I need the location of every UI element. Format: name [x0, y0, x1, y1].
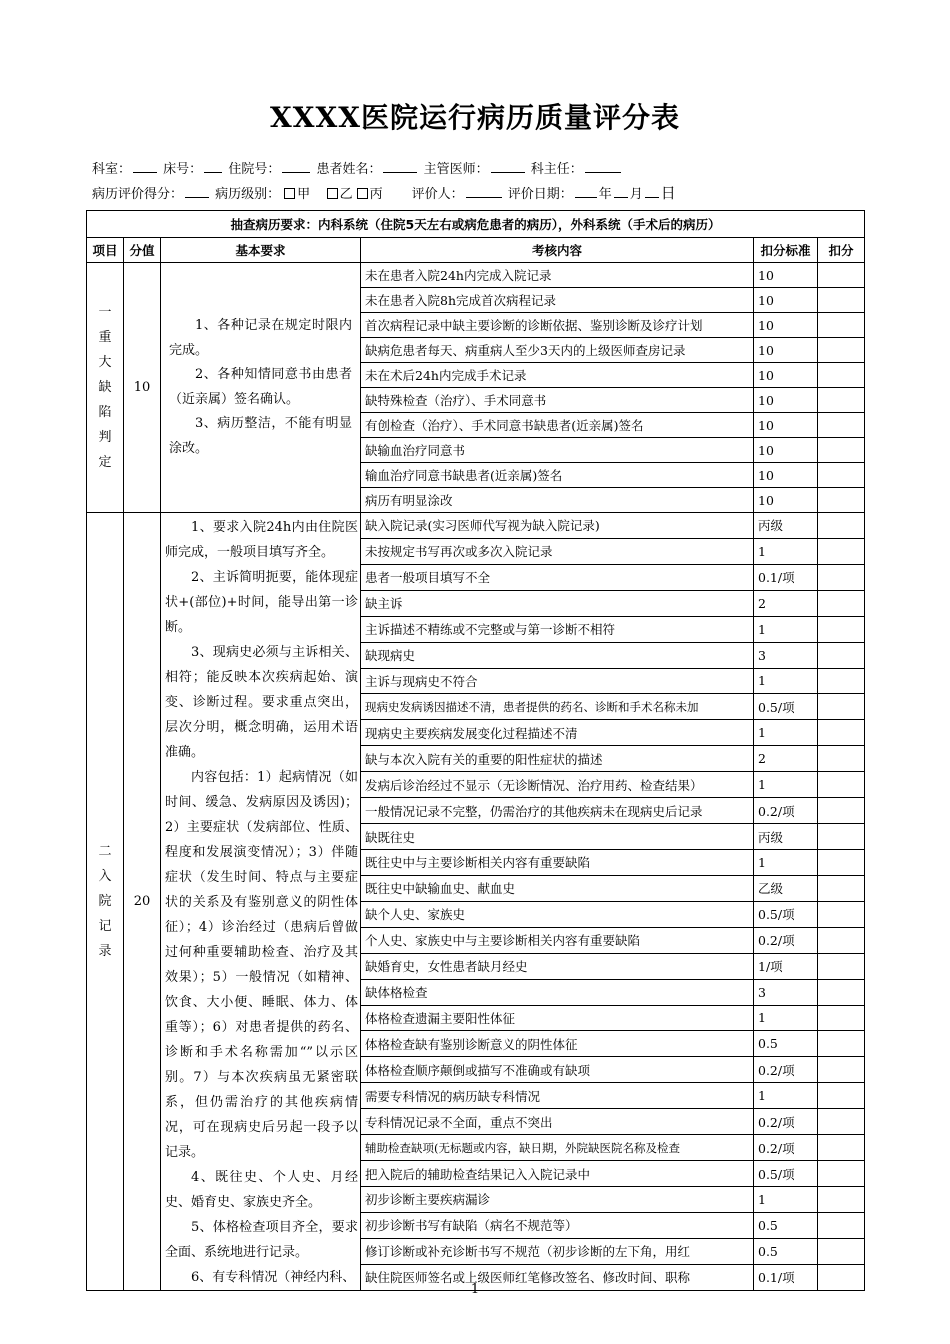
item-cell	[87, 513, 124, 1291]
standard-cell: 10	[754, 438, 818, 463]
dept-blank	[133, 160, 157, 173]
deduction-cell[interactable]	[818, 564, 865, 590]
table-row	[87, 263, 865, 288]
standard-cell: 10	[754, 463, 818, 488]
content-cell: 缺体格检查	[361, 979, 754, 1005]
standard-cell: 丙级	[754, 824, 818, 850]
banner-row	[87, 211, 865, 238]
standard-cell: 1	[754, 616, 818, 642]
deduction-cell[interactable]	[818, 1083, 865, 1109]
content-cell: 未在患者入院8h完成首次病程记录	[361, 288, 754, 313]
day-label: 日	[660, 184, 676, 202]
bed-blank	[204, 160, 222, 173]
standard-cell: 0.1/项	[754, 1264, 818, 1290]
requirement-paragraph: 5、体格检查项目齐全，要求全面、系统地进行记录。	[165, 1220, 358, 1260]
content-cell: 缺既往史	[361, 824, 754, 850]
deduction-cell[interactable]	[818, 746, 865, 772]
table-row	[87, 513, 865, 539]
deduction-cell[interactable]	[818, 1005, 865, 1031]
standard-cell: 1	[754, 772, 818, 798]
deduction-cell[interactable]	[818, 824, 865, 850]
standard-cell: 2	[754, 590, 818, 616]
content-cell: 首次病程记录中缺主要诊断的诊断依据、鉴别诊断及诊疗计划	[361, 313, 754, 338]
content-cell: 缺现病史	[361, 642, 754, 668]
item-char: 记	[98, 919, 112, 934]
standard-cell: 1	[754, 1005, 818, 1031]
header-info-line-1	[92, 158, 623, 177]
score-blank	[185, 185, 209, 198]
patient-name-label: 患者姓名：	[316, 162, 382, 177]
deduction-cell[interactable]	[818, 979, 865, 1005]
content-cell: 缺住院医师签名或上级医师红笔修改签名、修改时间、职称	[361, 1264, 754, 1290]
content-cell: 体格检查顺序颠倒或描写不准确或有缺项	[361, 1057, 754, 1083]
standard-cell: 1	[754, 1186, 818, 1212]
content-cell: 现病史主要疾病发展变化过程描述不清	[361, 720, 754, 746]
deduction-cell[interactable]	[818, 463, 865, 488]
eval-date-label: 评价日期：	[507, 187, 573, 202]
item-char: 重	[98, 330, 112, 345]
standard-cell: 10	[754, 388, 818, 413]
content-cell: 有创检查（治疗）、手术同意书缺患者(近亲属)签名	[361, 413, 754, 438]
requirement-paragraph: 2、主诉简明扼要，能体现症状+(部位)+时间，能导出第一诊断。	[165, 570, 358, 635]
standard-cell: 0.2/项	[754, 1057, 818, 1083]
standard-cell: 0.5	[754, 1212, 818, 1238]
content-cell: 缺特殊检查（治疗）、手术同意书	[361, 388, 754, 413]
standard-cell: 乙级	[754, 875, 818, 901]
standard-cell: 0.5/项	[754, 901, 818, 927]
content-cell: 专科情况记录不全面，重点不突出	[361, 1109, 754, 1135]
grade-b-label: 乙	[339, 187, 353, 202]
page-title: XXXX医院运行病历质量评分表	[270, 101, 680, 134]
requirement-paragraph: 4、既往史、个人史、月经史、婚育史、家族史齐全。	[165, 1170, 358, 1210]
standard-cell: 0.5/项	[754, 694, 818, 720]
content-cell: 修订诊断或补充诊断书写不规范（初步诊断的左下角，用红	[361, 1238, 754, 1264]
content-cell: 既往史中与主要诊断相关内容有重要缺陷	[361, 849, 754, 875]
standard-cell: 0.2/项	[754, 927, 818, 953]
content-cell: 体格检查缺有鉴别诊断意义的阴性体征	[361, 1031, 754, 1057]
attending-blank	[491, 160, 525, 173]
standard-cell: 10	[754, 413, 818, 438]
content-cell: 主诉描述不精练或不完整或与第一诊断不相符	[361, 616, 754, 642]
deduction-cell[interactable]	[818, 1161, 865, 1187]
checkbox-icon[interactable]	[357, 188, 368, 199]
standard-cell: 0.5	[754, 1238, 818, 1264]
deduction-cell[interactable]	[818, 363, 865, 388]
header-score: 分值	[124, 238, 161, 263]
content-cell: 把入院后的辅助检查结果记入入院记录中	[361, 1161, 754, 1187]
item-char: 一	[98, 305, 112, 320]
year-label: 年	[598, 187, 612, 202]
deduction-cell[interactable]	[818, 388, 865, 413]
header-requirements: 基本要求	[161, 238, 361, 263]
content-cell: 输血治疗同意书缺患者(近亲属)签名	[361, 463, 754, 488]
content-cell: 缺病危患者每天、病重病人至少3天内的上级医师查房记录	[361, 338, 754, 363]
item-char: 二	[98, 844, 112, 859]
grade-c-label: 丙	[369, 187, 383, 202]
standard-cell: 10	[754, 363, 818, 388]
deduction-cell[interactable]	[818, 1212, 865, 1238]
deduction-cell[interactable]	[818, 1031, 865, 1057]
requirement-paragraph: 1、各种记录在规定时限内完成。	[169, 318, 352, 358]
content-cell: 缺与本次入院有关的重要的阳性症状的描述	[361, 746, 754, 772]
deduction-cell[interactable]	[818, 1135, 865, 1161]
standard-cell: 10	[754, 313, 818, 338]
content-cell: 初步诊断书写有缺陷（病名不规范等）	[361, 1212, 754, 1238]
admission-no-blank	[282, 160, 310, 173]
requirement-paragraph: 3、现病史必须与主诉相关、相符；能反映本次疾病起始、演变、诊断过程。要求重点突出，层次分明，概念明确，运用术语准确。	[165, 645, 358, 760]
deduction-cell[interactable]	[818, 538, 865, 564]
content-cell: 缺输血治疗同意书	[361, 438, 754, 463]
standard-cell: 10	[754, 263, 818, 288]
content-cell: 患者一般项目填写不全	[361, 564, 754, 590]
year-blank	[575, 185, 597, 198]
checkbox-icon[interactable]	[327, 188, 338, 199]
score-cell: 10	[124, 263, 161, 513]
deduction-cell[interactable]	[818, 668, 865, 694]
content-cell: 未在术后24h内完成手术记录	[361, 363, 754, 388]
deduction-cell[interactable]	[818, 1109, 865, 1135]
requirement-paragraph: 6、有专科情况（神经内科、	[191, 1270, 356, 1285]
standard-cell: 丙级	[754, 513, 818, 539]
day-blank	[645, 185, 659, 198]
deduction-cell[interactable]	[818, 1186, 865, 1212]
content-cell: 个人史、家族史中与主要诊断相关内容有重要缺陷	[361, 927, 754, 953]
content-cell: 主诉与现病史不符合	[361, 668, 754, 694]
item-char: 定	[98, 455, 112, 470]
evaluation-table	[86, 210, 865, 1291]
dept-label: 科室：	[92, 162, 132, 177]
checkbox-icon[interactable]	[284, 188, 295, 199]
standard-cell: 0.5	[754, 1031, 818, 1057]
evaluator-blank	[466, 185, 502, 198]
deduction-cell[interactable]	[818, 263, 865, 288]
deduction-cell[interactable]	[818, 875, 865, 901]
standard-cell: 3	[754, 642, 818, 668]
deduction-cell[interactable]	[818, 927, 865, 953]
header-item: 项目	[87, 238, 124, 263]
deduction-cell[interactable]	[818, 901, 865, 927]
attending-label: 主管医师：	[423, 162, 489, 177]
deduction-cell[interactable]	[818, 953, 865, 979]
standard-cell: 0.1/项	[754, 564, 818, 590]
director-label: 科主任：	[530, 162, 583, 177]
header-content: 考核内容	[361, 238, 754, 263]
grade-label: 病历级别：	[215, 187, 281, 202]
content-cell: 既往史中缺输血史、献血史	[361, 875, 754, 901]
deduction-cell[interactable]	[818, 413, 865, 438]
requirement-paragraph: 1、要求入院24h内由住院医师完成，一般项目填写齐全。	[165, 520, 358, 560]
content-cell: 未在患者入院24h内完成入院记录	[361, 263, 754, 288]
content-cell: 缺入院记录(实习医师代写视为缺入院记录)	[361, 513, 754, 539]
standard-cell: 0.5/项	[754, 1161, 818, 1187]
standard-cell: 10	[754, 338, 818, 363]
standard-cell: 0.2/项	[754, 798, 818, 824]
content-cell: 未按规定书写再次或多次入院记录	[361, 538, 754, 564]
requirements-cell	[161, 513, 361, 1291]
deduction-cell[interactable]	[818, 694, 865, 720]
deduction-cell[interactable]	[818, 513, 865, 539]
content-cell: 发病后诊治经过不显示（无诊断情况、治疗用药、检查结果）	[361, 772, 754, 798]
item-char: 大	[98, 355, 112, 370]
header-info-line-2	[92, 182, 676, 203]
deduction-cell[interactable]	[818, 288, 865, 313]
requirement-paragraph: 3、病历整洁，不能有明显涂改。	[169, 416, 352, 456]
content-cell: 需要专科情况的病历缺专科情况	[361, 1083, 754, 1109]
content-cell: 现病史发病诱因描述不清，患者提供的药名、诊断和手术名称未加	[361, 694, 754, 720]
header-standard: 扣分标准	[754, 238, 818, 263]
content-cell: 辅助检查缺项(无标题或内容，缺日期，外院缺医院名称及检查	[361, 1135, 754, 1161]
item-char: 录	[98, 944, 112, 959]
standard-cell: 10	[754, 488, 818, 513]
standard-cell: 1	[754, 668, 818, 694]
item-char: 入	[98, 869, 112, 884]
admission-no-label: 住院号：	[228, 162, 281, 177]
deduction-cell[interactable]	[818, 438, 865, 463]
score-cell: 20	[124, 513, 161, 1291]
bed-label: 床号：	[163, 162, 203, 177]
deduction-cell[interactable]	[818, 590, 865, 616]
grade-a-label: 甲	[297, 187, 311, 202]
item-char: 缺	[98, 380, 112, 395]
deduction-cell[interactable]	[818, 1057, 865, 1083]
patient-name-blank	[383, 160, 417, 173]
deduction-cell[interactable]	[818, 313, 865, 338]
header-deduction: 扣分	[818, 238, 865, 263]
standard-cell: 1	[754, 720, 818, 746]
standard-cell: 1	[754, 1083, 818, 1109]
content-cell: 缺主诉	[361, 590, 754, 616]
item-char: 陷	[98, 405, 112, 420]
page-number: 1	[470, 1282, 480, 1297]
banner-cell: 抽查病历要求：内科系统（住院5天左右或病危患者的病历），外科系统（手术后的病历）	[87, 211, 865, 238]
standard-cell: 1	[754, 849, 818, 875]
standard-cell: 10	[754, 288, 818, 313]
content-cell: 病历有明显涂改	[361, 488, 754, 513]
content-cell: 缺个人史、家族史	[361, 901, 754, 927]
evaluator-label: 评价人：	[411, 187, 464, 202]
content-cell: 初步诊断主要疾病漏诊	[361, 1186, 754, 1212]
content-cell: 缺婚育史，女性患者缺月经史	[361, 953, 754, 979]
standard-cell: 2	[754, 746, 818, 772]
deduction-cell[interactable]	[818, 338, 865, 363]
standard-cell: 0.2/项	[754, 1109, 818, 1135]
requirements-cell	[161, 263, 361, 513]
deduction-cell[interactable]	[818, 849, 865, 875]
deduction-cell[interactable]	[818, 798, 865, 824]
deduction-cell[interactable]	[818, 488, 865, 513]
header-row	[87, 238, 865, 263]
month-label: 月	[629, 187, 643, 202]
deduction-cell[interactable]	[818, 772, 865, 798]
deduction-cell[interactable]	[818, 616, 865, 642]
requirement-paragraph: 2、各种知情同意书由患者（近亲属）签名确认。	[169, 367, 352, 407]
content-cell: 一般情况记录不完整，仍需治疗的其他疾病未在现病史后记录	[361, 798, 754, 824]
content-cell: 体格检查遗漏主要阳性体征	[361, 1005, 754, 1031]
standard-cell: 0.2/项	[754, 1135, 818, 1161]
requirement-paragraph: 内容包括：1）起病情况（如时间、缓急、发病原因及诱因)；2）主要症状（发病部位、性质、程度和发展演变情况）；3）伴随症状（发生时间、特点与主要症状的关系及有鉴别意义的阴性体征）；4）诊治经过（患病后曾做过何种重要辅助检查、治疗及其效果）；5）一般情况（如精神、饮食、大小便、睡眠、体力、体重等）；6）对患者提供的药名、诊断和手术名称需加“”以示区别。7）与本次疾病虽无紧密联系，但仍需治疗的其他疾病情况，可在现病史后另起一段予以记录。	[165, 770, 358, 1160]
score-label: 病历评价得分：	[92, 187, 184, 202]
deduction-cell[interactable]	[818, 1238, 865, 1264]
director-blank	[585, 160, 621, 173]
month-blank	[614, 185, 628, 198]
deduction-cell[interactable]	[818, 720, 865, 746]
standard-cell: 3	[754, 979, 818, 1005]
standard-cell: 1	[754, 538, 818, 564]
item-char: 院	[98, 894, 112, 909]
item-cell	[87, 263, 124, 513]
item-char: 判	[98, 430, 112, 445]
deduction-cell[interactable]	[818, 642, 865, 668]
standard-cell: 1/项	[754, 953, 818, 979]
